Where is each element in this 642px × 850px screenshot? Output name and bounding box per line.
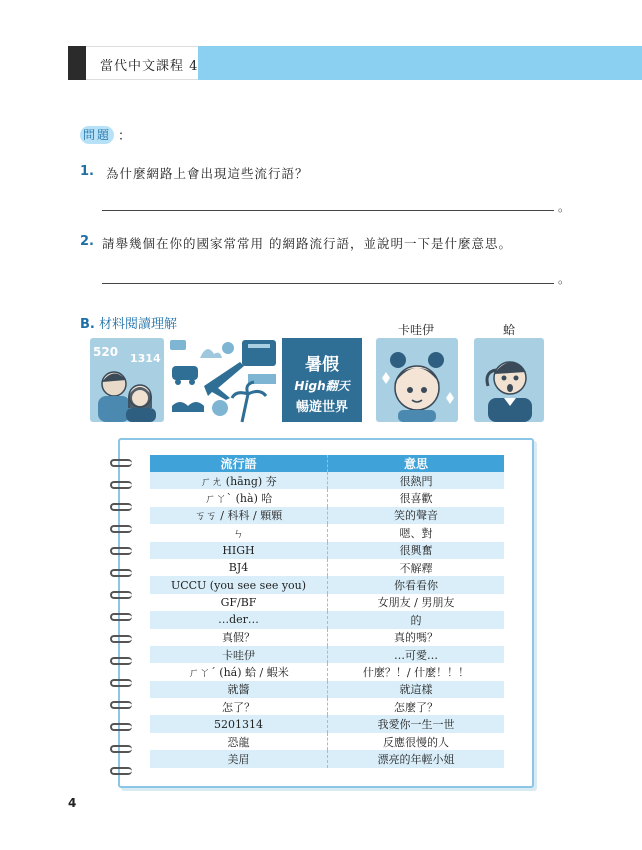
answer-line-1-period: 。: [558, 200, 571, 214]
couple-illustration: [90, 338, 164, 422]
table-row: [150, 715, 504, 732]
questions-badge: 問題: [80, 126, 114, 144]
answer-line-2-period: 。: [558, 272, 571, 286]
sun-icon: [222, 342, 234, 354]
slang-cell: ㄣ: [150, 524, 328, 541]
table-row: [150, 681, 504, 698]
section-b-heading: [80, 313, 177, 332]
meaning-cell: 反應很慢的人: [328, 733, 505, 750]
meaning-cell: 真的嗎？: [328, 629, 505, 646]
answer-line-2: [102, 283, 554, 284]
slang-cell: HIGH: [150, 542, 328, 559]
slang-cell: ㄏㄚˊ (há) 蛤 / 蝦米: [150, 663, 328, 680]
banner-line-3: 暢遊世界: [295, 400, 348, 415]
slang-cell: GF/BF: [150, 594, 328, 611]
questions-colon: ：: [118, 129, 132, 144]
slang-table: [150, 455, 504, 768]
table-row: [150, 750, 504, 767]
numbers-text-2: 1314: [130, 352, 161, 365]
question-1-text: 為什麼網路上會出現這些流行語？: [106, 166, 309, 181]
table-row: [150, 594, 504, 611]
spiral-ring-8: [110, 613, 132, 621]
spiral-ring-9: [110, 635, 132, 643]
table-row: [150, 542, 504, 559]
spiral-ring-11: [110, 679, 132, 687]
meaning-cell: 不解釋: [328, 559, 505, 576]
slang-cell: ㄏㄚˋ (hà) 哈: [150, 489, 328, 506]
palm-tree-icon: [232, 382, 266, 422]
table-row: [150, 663, 504, 680]
question-2-text: 請舉幾個在你的國家常常用 的網路流行語，並說明一下是什麼意思。: [102, 236, 512, 251]
surprised-man-icon: [474, 338, 544, 422]
meaning-cell: 就這樣: [328, 681, 505, 698]
spiral-ring-10: [110, 657, 132, 665]
meaning-cell: 很喜歡: [328, 489, 505, 506]
meaning-cell: 很熱門: [328, 472, 505, 489]
page-number: 4: [68, 796, 77, 810]
spiral-ring-12: [110, 701, 132, 709]
slang-cell: 5201314: [150, 715, 328, 732]
header-blue-band: [198, 46, 642, 80]
header-dark-tab: [68, 46, 86, 80]
spiral-ring-1: [110, 459, 132, 467]
meaning-cell: …可愛…: [328, 646, 505, 663]
spiral-ring-5: [110, 547, 132, 555]
slang-cell: 美眉: [150, 750, 328, 767]
table-row: [150, 646, 504, 663]
spiral-ring-4: [110, 525, 132, 533]
numbers-text-1: 520: [93, 345, 119, 359]
section-b-title: 材料閱讀理解: [99, 317, 178, 332]
goggles-icon: [172, 402, 204, 412]
meaning-cell: 很興奮: [328, 542, 505, 559]
meaning-cell: 怎麼了？: [328, 698, 505, 715]
summer-banner: [282, 338, 362, 422]
label-kawaii: 卡哇伊: [398, 323, 435, 337]
label-ha: 蛤: [503, 323, 516, 337]
question-1-number: 1.: [80, 164, 94, 179]
ha-illustration: [474, 338, 544, 422]
meaning-cell: 嗯、對: [328, 524, 505, 541]
slang-cell: 卡哇伊: [150, 646, 328, 663]
slang-cell: 真假？: [150, 629, 328, 646]
table-row: [150, 611, 504, 628]
spiral-ring-2: [110, 481, 132, 489]
table-row: [150, 733, 504, 750]
car-icon: [172, 366, 198, 380]
meaning-cell: 女朋友 / 男朋友: [328, 594, 505, 611]
book-title: 當代中文課程 4: [100, 59, 199, 74]
banner-line-1: 暑假: [305, 355, 339, 375]
table-header-row: [150, 455, 504, 472]
table-row: [150, 524, 504, 541]
shell-icon: [212, 400, 228, 416]
slang-cell: UCCU (you see see you): [150, 576, 328, 593]
slang-cell: ㄏㄤ (hāng) 夯: [150, 472, 328, 489]
header-meaning: 意思: [328, 455, 505, 472]
meaning-cell: 你看看你: [328, 576, 505, 593]
table-row: [150, 507, 504, 524]
girl-icon: [376, 338, 458, 422]
banner-line-2: High翻天: [294, 379, 350, 393]
table-row: [150, 629, 504, 646]
spiral-ring-15: [110, 767, 132, 775]
answer-line-1: [102, 210, 554, 211]
spiral-ring-3: [110, 503, 132, 511]
header-slang: 流行語: [150, 455, 328, 472]
meaning-cell: 我愛你一生一世: [328, 715, 505, 732]
couple-icon: [90, 338, 164, 422]
table-row: [150, 576, 504, 593]
slang-cell: 怎了？: [150, 698, 328, 715]
slang-cell: 恐龍: [150, 733, 328, 750]
slang-cell: ㄎㄎ / 科科 / 顆顆: [150, 507, 328, 524]
question-2-number: 2.: [80, 234, 94, 249]
table-row: [150, 559, 504, 576]
meaning-cell: 的: [328, 611, 505, 628]
table-row: [150, 698, 504, 715]
section-b-letter: B.: [80, 317, 95, 332]
meaning-cell: 笑的聲音: [328, 507, 505, 524]
suitcase-icon: [242, 340, 276, 366]
spiral-ring-13: [110, 723, 132, 731]
travel-illustration: [168, 336, 280, 424]
slang-cell: …der…: [150, 611, 328, 628]
table-row: [150, 489, 504, 506]
meaning-cell: 漂亮的年輕小姐: [328, 750, 505, 767]
meaning-cell: 什麼？！/ 什麼！！！: [328, 663, 505, 680]
spiral-ring-6: [110, 569, 132, 577]
cloud-icon: [200, 349, 222, 358]
spiral-ring-7: [110, 591, 132, 599]
table-body: [150, 472, 504, 768]
slang-cell: BJ4: [150, 559, 328, 576]
slang-cell: 就醬: [150, 681, 328, 698]
kawaii-illustration: [376, 338, 458, 422]
spiral-ring-14: [110, 745, 132, 753]
table-row: [150, 472, 504, 489]
travel-icons: [168, 336, 280, 424]
